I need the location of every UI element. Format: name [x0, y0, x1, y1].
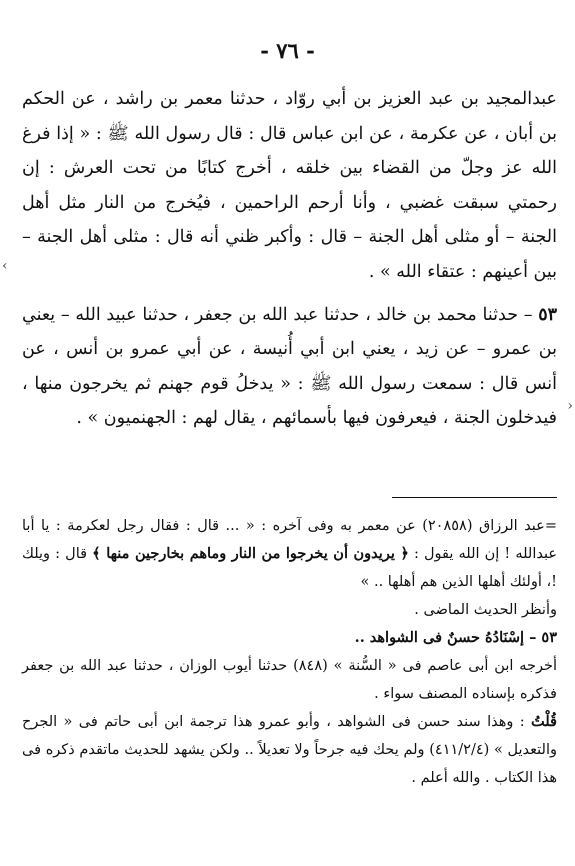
- footnote-number: ٥٣: [541, 629, 557, 646]
- footnote-2: وأنظر الحديث الماضى .: [414, 602, 557, 618]
- main-text: [22, 82, 557, 436]
- margin-mark-right: ‹: [567, 398, 573, 414]
- page-number: - ٧٦ -: [260, 38, 315, 63]
- hadith-52-text: عبدالمجيد بن عبد العزيز بن أبي روّاد ، حدثنا معمر بن راشد ، عن الحكم بن أبان ، عن عكرمة ، عن ابن عباس قال : قال رسول الله ﷺ : « إذا فرغ الله عز وجلّ من القضاء بين خلقه ، أخرج كتابًا من تحت العرش : إن رحمتي سبقت غضبي ، وأنا أرحم الراحمين ، فيُخرج من النار مثل أهل الجنة – أو مثلى أهل الجنة – قال : وأكبر ظني أنه قال : مثلى أهل الجنة – بين أعينهم : عتقاء الله » .: [22, 89, 557, 282]
- footnotes: [22, 512, 557, 792]
- footnote-3: [22, 624, 557, 652]
- footnote-5: [22, 708, 557, 792]
- qultu-label: قُلْتُ: [531, 713, 557, 730]
- footnote-1: [22, 512, 557, 596]
- footnote-4: أخرجه ابن أبى عاصم فى « السُّنة » (٨٤٨) حدثنا أيوب الوزان ، حدثنا عبد الله بن جعفر فذكره بإسناده المصنف سواء .: [22, 658, 557, 702]
- hadith-53: [22, 298, 557, 436]
- hadith-53-text: – حدثنا محمد بن خالد ، حدثنا عبد الله بن جعفر ، حدثنا عبيد الله – يعني بن عمرو – عن زيد ، يعني ابن أبي أُنيسة ، عن أبي عمرو بن أنس ، عن أنس قال : سمعت رسول الله ﷺ : « يدخلُ قوم جهنم ثم يخرجون منها ، فيدخلون الجنة ، فيعرفون فيها بأسمائهم ، يقال لهم : الجهنميون » .: [22, 304, 557, 429]
- quran-quote: ﴿ يريدون أن يخرجوا من النار وماهم بخارجين منها ﴾: [92, 545, 409, 562]
- footnote-3-heading: – إسْنَادُهُ حسنٌ فى الشواهد ..: [354, 629, 542, 646]
- footnote-5-text: : وهذا سند حسن فى الشواهد ، وأبو عمرو هذا ترجمة ابن أبى حاتم فى « الجرح والتعديل » (٤١١/٢/٤) ولم يحك فيه جرحاً ولا تعديلاً .. ولكن يشهد للحديث ماتقدم ذكره فى هذا الكتاب . والله أعلم .: [22, 714, 557, 786]
- hadith-number: ٥٣: [538, 304, 557, 325]
- footnote-divider: [392, 497, 557, 498]
- margin-mark-left: ›: [2, 258, 8, 274]
- footnote-1-text: =عبد الرزاق (٢٠٨٥٨) عن معمر به وفى آخره : « ... قال : فقال رجل لعكرمة : يا أبا عبدالله ! إن الله يقول :: [22, 518, 558, 562]
- footnote-1-end: قال : ويلك !، أولئك أهلها الذين هم أهلها .. »: [22, 546, 557, 590]
